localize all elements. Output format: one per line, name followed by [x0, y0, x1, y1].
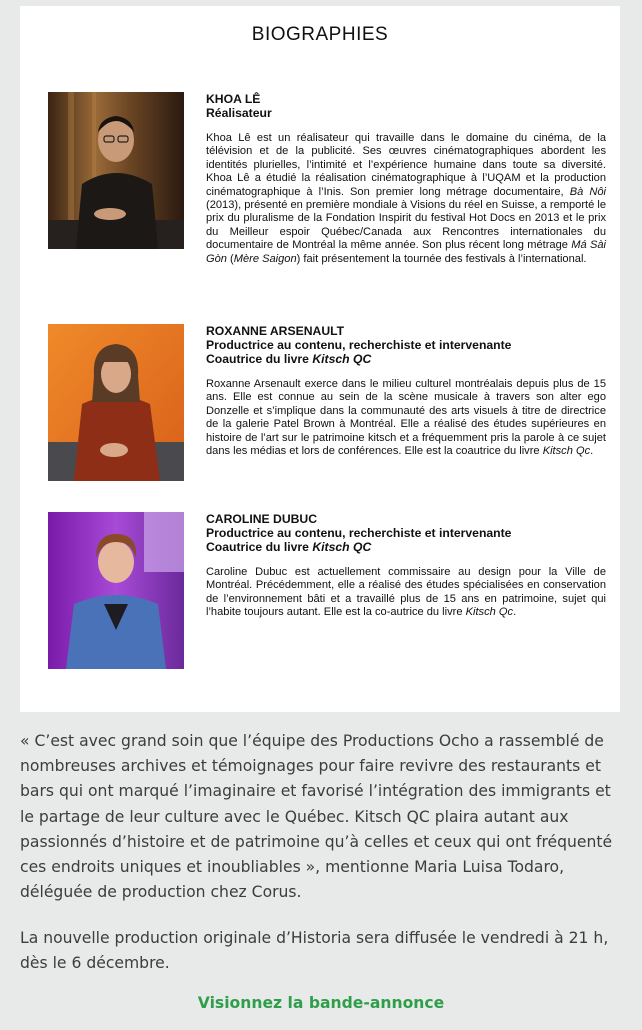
person-role: Réalisateur [206, 106, 272, 120]
roxanne-arsenault-info [206, 324, 606, 458]
bio-entry-caroline-dubuc [48, 512, 608, 672]
person-role-coauthor: Coautrice du livre Kitsch QC [206, 352, 372, 366]
release-info: La nouvelle production originale d’Historia sera diffusée le vendredi à 21 h, dès le 6 décembre. [20, 929, 609, 973]
khoa-le-photo [48, 92, 184, 249]
person-bio: Caroline Dubuc est actuellement commissaire au design pour la Ville de Montréal. Précédemment, elle a réalisé des études spécialisées en conservation de l’environnement bâti et a travaillé plus de 15 ans en patrimoine, sujet qui l’habite toujours autant. Elle est la co-autrice du livre Kitsch Qc. [206, 566, 606, 619]
person-name: CAROLINE DUBUC [206, 512, 318, 526]
person-name: ROXANNE ARSENAULT [206, 324, 345, 338]
person-role-coauthor: Coautrice du livre Kitsch QC [206, 540, 372, 554]
trailer-link[interactable]: Visionnez la bande-annonce [197, 994, 445, 1012]
producer-quote: « C’est avec grand soin que l’équipe des Productions Ocho a rassemblé de nombreuses archives et témoignages pour faire revivre des restaurants et bars qui ont marqué l’imaginaire et favorisé l’intégration des immigrants et le partage de leur culture avec le Québec. Kitsch QC plaira autant aux passionnés d’histoire et de patrimoine qu’à celles et ceux qui ont fréquenté ces endroits uniques et inoubliables », mentionne Maria Luisa Todaro, déléguée de production chez Corus. [20, 732, 613, 902]
biographies-title: BIOGRAPHIES [251, 24, 389, 45]
caroline-dubuc-photo [48, 512, 184, 669]
person-bio: Roxanne Arsenault exerce dans le milieu culturel montréalais depuis plus de 15 ans. Elle est connue au sein de la scène musicale à travers son alter ego Donzelle et s’implique dans la communauté des arts visuels à titre de directrice de la galerie Patel Brown à Montréal. Elle a réalisé des études supérieures en histoire de l’art sur le patrimoine kitsch et a fréquemment pris la parole à ce sujet dans les médias et lors de conférences. Elle est la coautrice du livre Kitsch Qc. [206, 378, 606, 458]
caroline-dubuc-info [206, 512, 606, 620]
khoa-le-info [206, 92, 606, 266]
bio-entry-roxanne-arsenault [48, 324, 608, 484]
bio-entry-khoa-le [48, 92, 608, 265]
person-role: Productrice au contenu, recherchiste et intervenante [206, 526, 512, 540]
person-name: KHOA LÊ [206, 92, 261, 106]
person-bio: Khoa Lê est un réalisateur qui travaille dans le domaine du cinéma, de la télévision et de la publicité. Ses œuvres cinématographiques abordent les identités plurielles, l’intimité et l’expérience humaine dans toute sa diversité. Khoa Lê a étudié la réalisation cinématographique à l’UQAM et la production cinématographique à l’Inis. Son premier long métrage documentaire, Bà Nôi (2013), présenté en première mondiale à Visions du réel en Suisse, a remporté le prix du pluralisme de la Fondation Inspirit du festival Hot Docs en 2013 et le prix du Meilleur espoir Québec/Canada aux Rencontres internationales du documentaire de Montréal la même année. Son plus récent long métrage Má Sài Gòn (Mère Saigon) fait présentement la tournée des festivals à l’international. [206, 132, 607, 265]
person-role: Productrice au contenu, recherchiste et intervenante [206, 338, 512, 352]
roxanne-arsenault-photo [48, 324, 184, 481]
biographies-image [20, 6, 620, 712]
